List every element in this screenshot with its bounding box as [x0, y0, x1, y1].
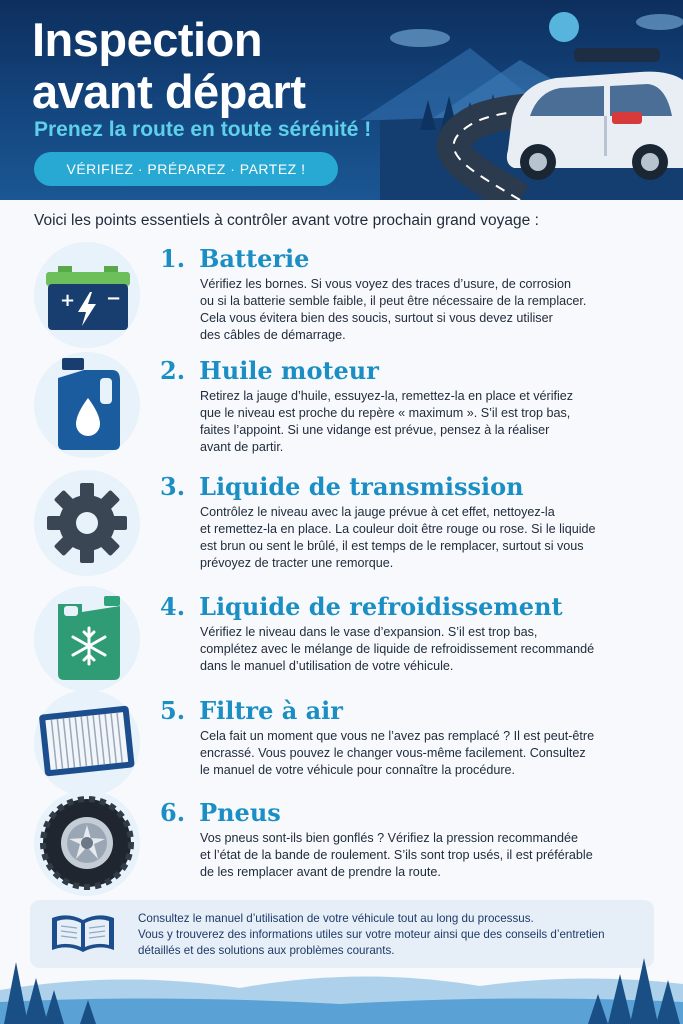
coolant-jerrycan-icon: [34, 586, 140, 692]
battery-icon: [34, 242, 140, 348]
svg-text:+: +: [60, 290, 76, 311]
item-description: Cela fait un moment que vous ne l’avez pas remplacé ? Il est peut-être encrassé. Vous pouvez le changer vous-même facilement. Consultez le manuel de votre véhicule pour connaître la procédure.: [200, 729, 595, 777]
manual-note-text: Consultez le manuel d’utilisation de votre véhicule tout au long du processus. Vous y trouverez des informations utiles sur votre moteur ainsi que des conseils d’entretien détaillés et des solutions aux problèmes courants.: [138, 912, 605, 957]
item-title: 1. Batterie: [160, 244, 310, 273]
page-title: Inspection avant départ: [32, 13, 306, 118]
item-description: Contrôlez le niveau avec la jauge prévue à cet effet, nettoyez-la et remettez-la en place. La couleur doit être rouge ou rose. Si le liquide est brun ou sent le brûlé, il est temps de le remplacer, surtout si vous prévoyez de tracter une remorque.: [200, 505, 596, 570]
car-icon: [507, 48, 683, 180]
page-subtitle: Prenez la route en toute sérénité !: [34, 118, 372, 141]
item-title: 4. Liquide de refroidissement: [160, 592, 563, 621]
item-title: 2. Huile moteur: [160, 356, 379, 385]
gear-icon: [34, 470, 140, 576]
forest-lake-illustration: [0, 950, 683, 1024]
oil-can-icon: [34, 352, 140, 458]
header-banner: [0, 0, 683, 200]
item-description: Vos pneus sont-ils bien gonflés ? Vérifiez la pression recommandée et l’état de la bande de roulement. S’ils sont trop usés, il est préférable de les remplacer avant de prendre la route.: [200, 831, 593, 879]
intro-text: Voici les points essentiels à contrôler avant votre prochain grand voyage :: [34, 212, 539, 229]
air-filter-icon: [34, 690, 140, 796]
item-title: 6. Pneus: [160, 798, 281, 827]
item-description: Vérifiez les bornes. Si vous voyez des traces d’usure, de corrosion ou si la batterie semble faible, il peut être nécessaire de la remplacer. Cela vous évitera bien des soucis, surtout si vous devez utiliser des câbles de démarrage.: [200, 277, 587, 342]
item-description: Retirez la jauge d’huile, essuyez-la, remettez-la en place et vérifiez que le niveau est proche du repère « maximum ». S’il est trop bas, faites l’appoint. Si une vidange est prévue, pensez à la réaliser avant de partir.: [200, 389, 574, 454]
item-description: Vérifiez le niveau dans le vase d’expansion. S’il est trop bas, complétez avec le mélange de liquide de refroidissement recommandé dans le manuel d’utilisation de votre véhicule.: [200, 625, 595, 673]
slogan-pill: VÉRIFIEZ · PRÉPAREZ · PARTEZ !: [34, 152, 338, 186]
item-title: 3. Liquide de transmission: [160, 472, 524, 501]
tire-icon: [34, 790, 140, 896]
item-title: 5. Filtre à air: [160, 696, 343, 725]
svg-text:−: −: [106, 288, 122, 309]
